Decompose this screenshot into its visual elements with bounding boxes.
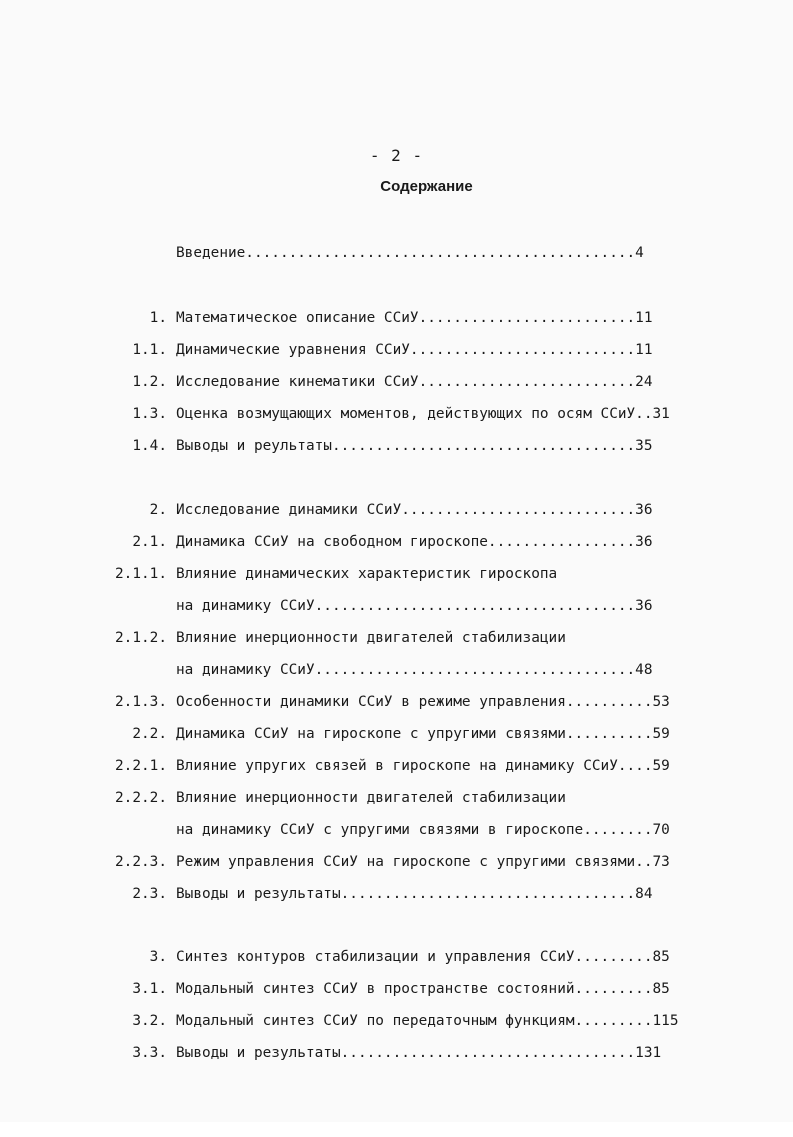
toc-entry (0, 945, 793, 969)
toc-entry-text: Влияние динамических характеристик гироскопа (176, 566, 558, 582)
toc-entry (0, 338, 793, 362)
toc-entry-text: Динамика ССиУ на гироскопе с упругими связями..........59 (176, 726, 670, 742)
toc-entry-number: 1.3. (132, 406, 167, 422)
toc-entry-number: 1.2. (132, 374, 167, 390)
toc-entry-number: 2.2. (132, 726, 167, 742)
toc-entry-text: Динамические уравнения ССиУ..........................11 (176, 342, 653, 358)
toc-entry (0, 754, 793, 778)
toc-entry (0, 562, 793, 586)
toc-entry-number: 3. (149, 949, 167, 965)
toc-entry-text: Введение.............................................4 (176, 245, 644, 261)
toc-title: Содержание (380, 178, 473, 195)
toc-entry-text: на динамику ССиУ.....................................36 (176, 598, 653, 614)
toc-entry-text: Особенности динамики ССиУ в режиме управления..........53 (176, 694, 670, 710)
toc-entry-number: 2.3. (132, 886, 167, 902)
toc-entry-number: 2.2.2. (115, 790, 167, 806)
toc-entry-text: Влияние упругих связей в гироскопе на динамику ССиУ....59 (176, 758, 670, 774)
toc-entry-text: Выводы и результаты..................................84 (176, 886, 653, 902)
toc-entry-number: 3.3. (132, 1045, 167, 1061)
toc-entry-text: Режим управления ССиУ на гироскопе с упругими связями..73 (176, 854, 670, 870)
toc-entry-text: Математическое описание ССиУ.........................11 (176, 310, 653, 326)
toc-entry (0, 690, 793, 714)
toc-entry-text: Выводы и результаты..................................131 (176, 1045, 662, 1061)
toc-entry-number: 2.1.3. (115, 694, 167, 710)
toc-entry-continuation (0, 594, 793, 618)
toc-entry-number: 1. (149, 310, 167, 326)
toc-entry-number: 2.2.1. (115, 758, 167, 774)
toc-entry (0, 882, 793, 906)
toc-entry-number: 1.1. (132, 342, 167, 358)
toc-entry (0, 722, 793, 746)
toc-entry-number: 2.2.3. (115, 854, 167, 870)
toc-entry (0, 402, 793, 426)
toc-entry-number: 3.1. (132, 981, 167, 997)
toc-entry-number: 3.2. (132, 1013, 167, 1029)
toc-entry-text: Влияние инерционности двигателей стабилизации (176, 790, 566, 806)
toc-entry-text: Оценка возмущающих моментов, действующих по осям ССиУ..31 (176, 406, 670, 422)
toc-entry-text: на динамику ССиУ с упругими связями в гироскопе........70 (176, 822, 670, 838)
toc-entry-continuation (0, 658, 793, 682)
toc-entry-continuation (0, 818, 793, 842)
toc-entry (0, 626, 793, 650)
toc-entry-text: Выводы и реультаты...................................35 (176, 438, 653, 454)
page-number: - 2 - (369, 146, 424, 165)
toc-entry-text: Модальный синтез ССиУ по передаточным функциям.........115 (176, 1013, 679, 1029)
toc-entry-text: Исследование кинематики ССиУ.........................24 (176, 374, 653, 390)
toc-entry (0, 850, 793, 874)
toc-entry (0, 1009, 793, 1033)
toc-entry-number: 2.1.2. (115, 630, 167, 646)
toc-entry (0, 977, 793, 1001)
toc-entry-introduction (0, 241, 793, 265)
toc-entry-number: 2. (149, 502, 167, 518)
toc-entry-text: Динамика ССиУ на свободном гироскопе.................36 (176, 534, 653, 550)
toc-entry-text: Модальный синтез ССиУ в пространстве состояний.........85 (176, 981, 670, 997)
toc-entry (0, 1041, 793, 1065)
toc-entry-number: 1.4. (132, 438, 167, 454)
toc-entry-number: 2.1. (132, 534, 167, 550)
toc-entry (0, 786, 793, 810)
toc-entry-text: Исследование динамики ССиУ...........................36 (176, 502, 653, 518)
toc-entry (0, 306, 793, 330)
toc-entry-text: на динамику ССиУ.....................................48 (176, 662, 653, 678)
toc-entry (0, 370, 793, 394)
toc-entry-number: 2.1.1. (115, 566, 167, 582)
toc-entry (0, 530, 793, 554)
toc-entry-text: Влияние инерционности двигателей стабилизации (176, 630, 566, 646)
toc-entry-text: Синтез контуров стабилизации и управления ССиУ.........85 (176, 949, 670, 965)
toc-entry (0, 498, 793, 522)
toc-entry (0, 434, 793, 458)
